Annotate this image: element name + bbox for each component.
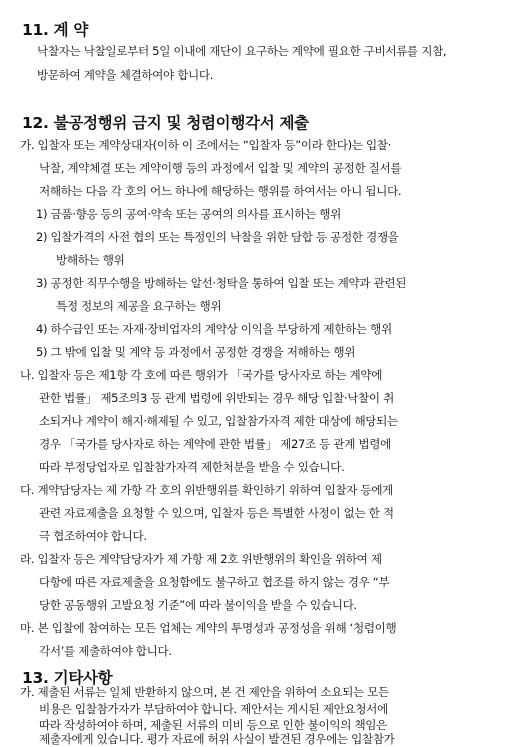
section-13-line-4: 제출자에게 있습니다. 평가 자료에 허위 사실이 발견된 경우에는 입찰참가 — [39, 732, 395, 746]
section-11-line-2: 방문하여 계약을 체결하여야 합니다. — [37, 68, 214, 82]
section-12-line-18: 극 협조하여야 합니다. — [39, 529, 147, 543]
section-12-line-11: 나. 입찰자 등은 제1항 각 호에 따른 행위가 「국가를 당사자로 하는 계약에 — [20, 368, 383, 382]
section-12-line-2: 낙찰, 계약체결 또는 계약이행 등의 과정에서 입찰 및 계약의 공정한 질서를 — [39, 161, 402, 175]
section-12-line-14: 경우 「국가를 당사자로 하는 계약에 관한 법률」 제27조 등 관계 법령에 — [39, 437, 391, 451]
section-12-heading: 12. 불공정행위 금지 및 청렴이행각서 제출 — [22, 114, 309, 132]
section-12-line-8: 특정 정보의 제공을 요구하는 행위 — [56, 299, 222, 313]
section-12-line-5: 2) 입찰가격의 사전 협의 또는 특정인의 낙찰을 위한 담합 등 공정한 경쟁을 — [36, 230, 399, 244]
section-12-line-17: 관련 자료제출을 요청할 수 있으며, 입찰자 등은 특별한 사정이 없는 한 적 — [39, 506, 394, 520]
section-12-line-1: 가. 입찰자 또는 계약상대자(이하 이 조에서는 “입찰자 등”이라 한다)는 입찰· — [20, 138, 391, 152]
section-11-heading: 11. 계 약 — [22, 21, 89, 39]
section-13-line-3: 따라 작성하여야 하며, 제출된 서류의 미비 등으로 인한 불이익의 책임은 — [39, 718, 387, 732]
section-12-line-21: 당한 공동행위 고발요청 기준”에 따라 불이익을 받을 수 있습니다. — [39, 598, 357, 612]
section-12-line-23: 각서’를 제출하여야 합니다. — [39, 644, 172, 658]
section-11-line-1: 낙찰자는 낙찰일로부터 5일 이내에 재단이 요구하는 계약에 필요한 구비서류를 지참, — [37, 44, 447, 58]
section-12-line-12: 관한 법률」 제5조의3 등 관계 법령에 위반되는 경우 해당 입찰·낙찰이 취 — [39, 391, 394, 405]
section-13-line-1: 가. 제출된 서류는 일체 반환하지 않으며, 본 건 제안을 위하여 소요되는 모든 — [20, 685, 389, 699]
section-12-line-16: 다. 계약담당자는 제 가항 각 호의 위반행위를 확인하기 위하여 입찰자 등에게 — [20, 483, 394, 497]
section-12-line-13: 소되거나 계약이 해지·해제될 수 있고, 입찰참가자격 제한 대상에 해당되는 — [39, 414, 398, 428]
section-12-line-10: 5) 그 밖에 입찰 및 계약 등 과정에서 공정한 경쟁을 저해하는 행위 — [36, 345, 356, 359]
section-12-line-4: 1) 금품·향응 등의 공여·약속 또는 공여의 의사를 표시하는 행위 — [36, 207, 341, 221]
section-12-line-6: 방해하는 행위 — [56, 253, 125, 267]
section-13-line-2: 비용은 입찰참가자가 부담하여야 합니다. 제안서는 게시된 제안요청서에 — [39, 702, 388, 716]
section-12-line-20: 다항에 따른 자료제출을 요청함에도 불구하고 협조를 하지 않는 경우 “부 — [39, 575, 390, 589]
section-12-line-9: 4) 하수급인 또는 자재·장비업자의 계약상 이익을 부당하게 제한하는 행위 — [36, 322, 392, 336]
section-12-line-15: 따라 부정당업자로 입찰참가자격 제한처분을 받을 수 있습니다. — [39, 460, 345, 474]
section-12-line-3: 저해하는 다음 각 호의 어느 하나에 해당하는 행위를 하여서는 아니 됩니다. — [39, 184, 402, 198]
section-13-heading: 13. 기타사항 — [22, 669, 113, 687]
section-12-line-19: 라. 입찰자 등은 계약담당자가 제 가항 제 2호 위반행위의 확인을 위하여 제 — [20, 552, 382, 566]
section-12-line-7: 3) 공정한 직무수행을 방해하는 알선·청탁을 통하여 입찰 또는 계약과 관련된 — [36, 276, 407, 290]
section-12-line-22: 마. 본 입찰에 참여하는 모든 업체는 계약의 투명성과 공정성을 위해 ‘청렴이행 — [20, 621, 397, 635]
